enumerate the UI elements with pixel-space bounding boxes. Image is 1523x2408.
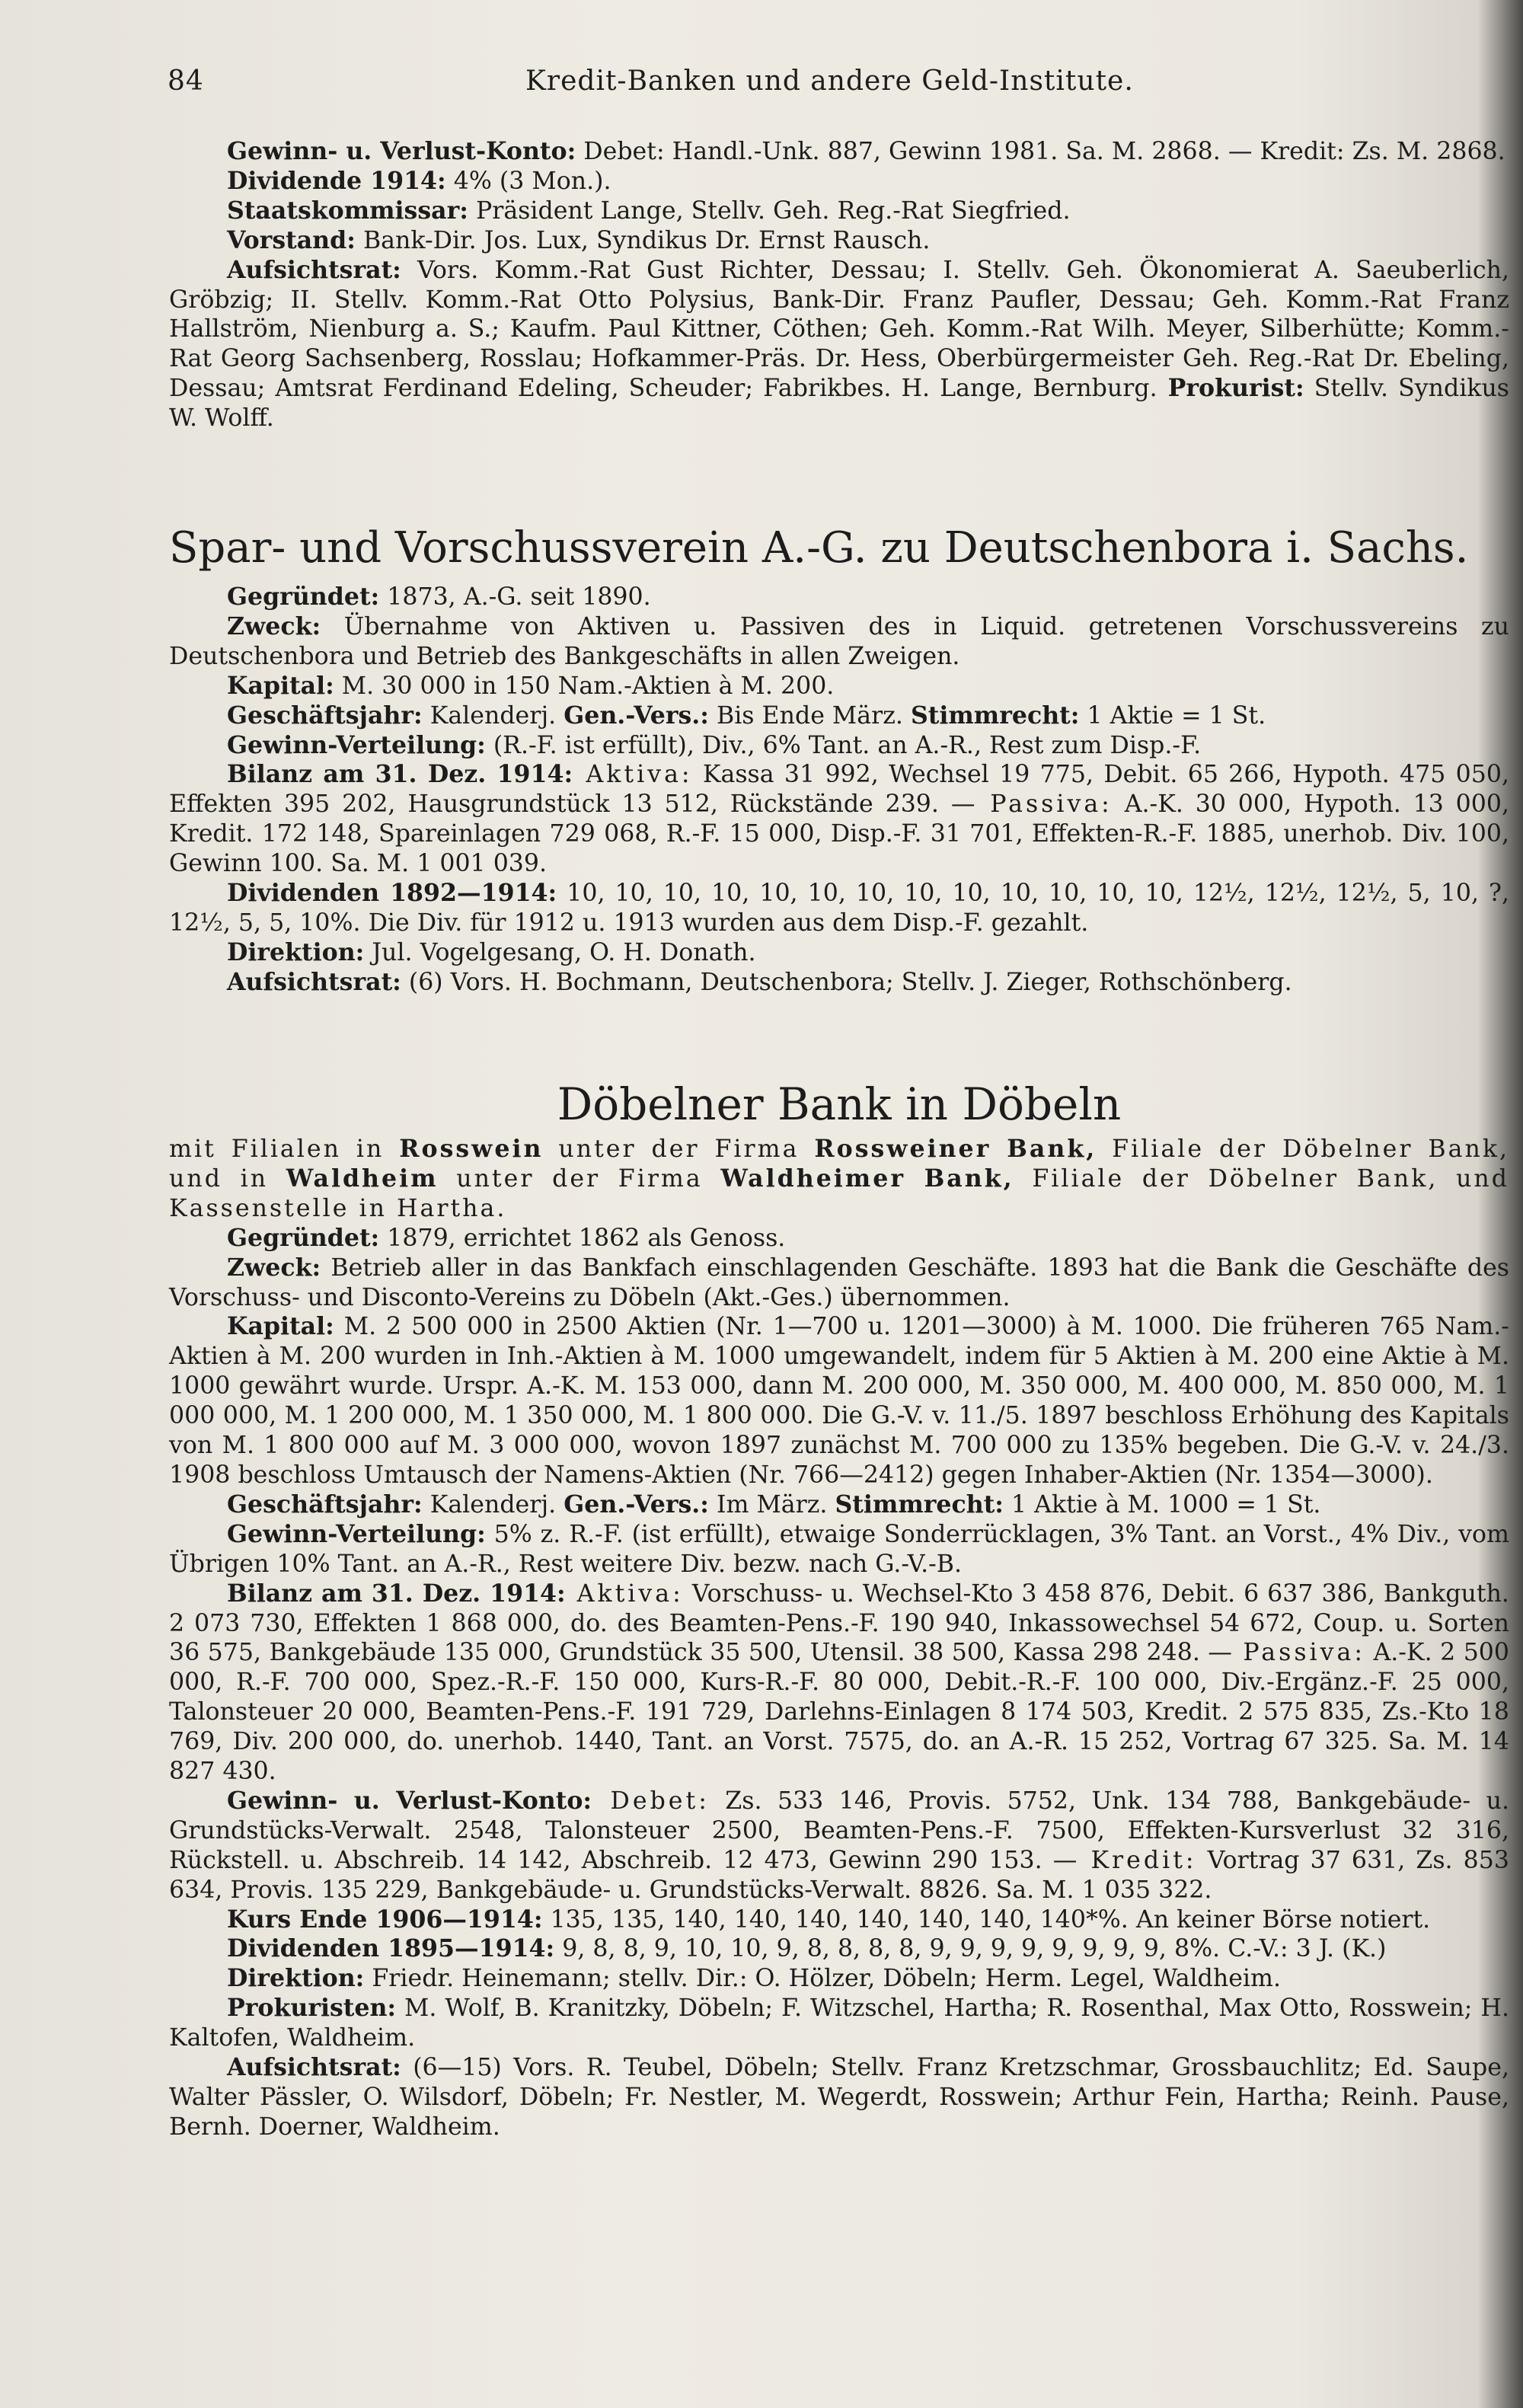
dividend: Dividende 1914: 4% (3 Mon.). — [227, 166, 611, 195]
previous-entry-continuation — [169, 137, 1509, 433]
capital: Kapital: M. 2 500 000 in 2500 Aktien (Nr. 1—700 u. 1201—3000) à M. 1000. Die früheren 765 Nam.-Aktien à M. 200 wurden in Inh.-Aktien à M. 1000 umgewandelt, indem für 5 Aktien à M. 200 eine Aktie à M. 1000 gewährt wurde. Urspr. A.-K. M. 153 000, dann M. 200 000, M. 350 000, M. 400 000, M. 850 000, M. 1 000 000, M. 1 200 000, M. 1 350 000, M. 1 800 000. Die G.-V. v. 11./5. 1897 beschloss Erhöhung des Kapitals von M. 1 800 000 auf M. 3 000 000, wovon 1897 zunächst M. 700 000 zu 135% begeben. Die G.-V. v. 24./3. 1908 beschloss Umtausch der Namens-Aktien (Nr. 766—2412) gegen Inhaber-Aktien (Nr. 1354—3000). — [169, 1312, 1509, 1489]
fiscal-year: Geschäftsjahr: Kalenderj. Gen.-Vers.: Bis Ende März. Stimmrecht: 1 Aktie = 1 St. — [227, 701, 1266, 730]
share-price-history: Kurs Ende 1906—1914: 135, 135, 140, 140, 140, 140, 140, 140, 140*%. An keiner Börse notiert. — [227, 1905, 1431, 1934]
capital: Kapital: M. 30 000 in 150 Nam.-Aktien à M. 200. — [227, 671, 835, 700]
management: Direktion: Jul. Vogelgesang, O. H. Donath. — [227, 937, 756, 966]
state-commissioner: Staatskommissar: Präsident Lange, Stellv. Geh. Reg.-Rat Siegfried. — [227, 196, 1071, 225]
entry-doebelner-bank — [169, 1135, 1509, 2142]
profit-distribution: Gewinn-Verteilung: 5% z. R.-F. (ist erfüllt), etwaige Sonderrücklagen, 3% Tant. an Vorst., 4% Div., vom Übrigen 10% Tant. an A.-R., Rest weitere Div. bezw. nach G.-V.-B. — [169, 1519, 1509, 1578]
purpose: Zweck: Übernahme von Aktiven u. Passiven des in Liquid. getretenen Vorschussvereins zu Deutschenbora und Betrieb des Bankgeschäfts in allen Zweigen. — [169, 612, 1509, 670]
management: Direktion: Friedr. Heinemann; stellv. Dir.: O. Hölzer, Döbeln; Herm. Legel, Waldheim. — [227, 1964, 1282, 1993]
running-title: Kredit-Banken und andere Geld-Institute. — [525, 65, 1134, 97]
dividends-history: Dividenden 1892—1914: 10, 10, 10, 10, 10, 10, 10, 10, 10, 10, 10, 10, 10, 12½, 12½, 12½, 5, 10, ?, 12½, 5, 5, 10%. Die Div. für 1912 u. 1913 wurden aus dem Disp.-F. gezahlt. — [169, 879, 1509, 937]
page-number: 84 — [168, 65, 204, 97]
branches-intro: mit Filialen in Rosswein unter der Firma Rossweiner Bank, Filiale der Döbelner Bank, und in Waldheim unter der Firma Waldheimer Bank, Filiale der Döbelner Bank, und Kassenstelle in Hartha. — [169, 1135, 1510, 1222]
supervisory-board: Aufsichtsrat: (6—15) Vors. R. Teubel, Döbeln; Stellv. Franz Kretzschmar, Grossbauchlitz; Ed. Saupe, Walter Pässler, O. Wilsdorf, Döbeln; Fr. Nestler, M. Wegerdt, Rosswein; Arthur Fein, Hartha; Reinh. Pause, Bernh. Doerner, Waldheim. — [169, 2053, 1509, 2141]
section-heading-deutschenbora: Spar- und Vorschussverein A.-G. zu Deutschenbora i. Sachs. — [169, 523, 1469, 573]
founded: Gegründet: 1873, A.-G. seit 1890. — [227, 583, 651, 611]
profit-loss-account: Gewinn- u. Verlust-Konto: Debet: Zs. 533 146, Provis. 5752, Unk. 134 788, Bankgebäude- u. Grundstücks-Verwalt. 2548, Talonsteuer 2500, Beamten-Pens.-F. 7500, Effekten-Kursverlust 32 316, Rückstell. u. Abschreib. 14 142, Abschreib. 12 473, Gewinn 290 153. — Kredit: Vortrag 37 631, Zs. 853 634, Provis. 135 229, Bankgebäude- u. Grundstücks-Verwalt. 8826. Sa. M. 1 035 322. — [169, 1786, 1509, 1904]
section-heading-doebelner-bank: Döbelner Bank in Döbeln — [557, 1078, 1122, 1130]
supervisory-board: Aufsichtsrat: Vors. Komm.-Rat Gust Richter, Dessau; I. Stellv. Geh. Ökonomierat A. Saeuberlich, Gröbzig; II. Stellv. Komm.-Rat Otto Polysius, Bank-Dir. Franz Paufler, Dessau; Geh. Komm.-Rat Franz Hallström, Nienburg a. S.; Kaufm. Paul Kittner, Cöthen; Geh. Komm.-Rat Wilh. Meyer, Silberhütte; Komm.-Rat Georg Sachsenberg, Rosslau; Hofkammer-Präs. Dr. Hess, Oberbürgermeister Geh. Reg.-Rat Dr. Ebeling, Dessau; Amtsrat Ferdinand Edeling, Scheuder; Fabrikbes. H. Lange, Bernburg. Prokurist: Stellv. Syndikus W. Wolff. — [169, 255, 1510, 433]
balance-sheet: Bilanz am 31. Dez. 1914: Aktiva: Kassa 31 992, Wechsel 19 775, Debit. 65 266, Hypoth. 475 050, Effekten 395 202, Hausgrundstück 13 512, Rückstände 239. — Passiva: A.-K. 30 000, Hypoth. 13 000, Kredit. 172 148, Spareinlagen 729 068, R.-F. 15 000, Disp.-F. 31 701, Effekten-R.-F. 1885, unerhob. Div. 100, Gewinn 100. Sa. M. 1 001 039. — [169, 760, 1510, 878]
purpose: Zweck: Betrieb aller in das Bankfach einschlagenden Geschäfte. 1893 hat die Bank die Geschäfte des Vorschuss- und Disconto-Vereins zu Döbeln (Akt.-Ges.) übernommen. — [169, 1253, 1509, 1311]
dividends-history: Dividenden 1895—1914: 9, 8, 8, 9, 10, 10, 9, 8, 8, 8, 8, 9, 9, 9, 9, 9, 9, 9, 9, 8%. C.-V.: 3 J. (K.) — [227, 1934, 1387, 1963]
entry-deutschenbora — [169, 583, 1509, 998]
fiscal-year: Geschäftsjahr: Kalenderj. Gen.-Vers.: Im März. Stimmrecht: 1 Aktie à M. 1000 = 1 St. — [227, 1490, 1321, 1519]
profit-loss-account: Gewinn- u. Verlust-Konto: Debet: Handl.-Unk. 887, Gewinn 1981. Sa. M. 2868. — Kredit: Zs. M. 2868. — [227, 137, 1505, 165]
authorized-officers: Prokuristen: M. Wolf, B. Kranitzky, Döbeln; F. Witzschel, Hartha; R. Rosenthal, Max Otto, Rosswein; H. Kaltofen, Waldheim. — [169, 1994, 1509, 2052]
balance-sheet: Bilanz am 31. Dez. 1914: Aktiva: Vorschuss- u. Wechsel-Kto 3 458 876, Debit. 6 637 386, Bankguth. 2 073 730, Effekten 1 868 000, do. des Beamten-Pens.-F. 190 940, Inkassowechsel 54 672, Coup. u. Sorten 36 575, Bankgebäude 135 000, Grundstück 35 500, Utensil. 38 500, Kassa 298 248. — Passiva: A.-K. 2 500 000, R.-F. 700 000, Spez.-R.-F. 150 000, Kurs-R.-F. 80 000, Debit.-R.-F. 100 000, Div.-Ergänz.-F. 25 000, Talonsteuer 20 000, Beamten-Pens.-F. 191 729, Darlehns-Einlagen 8 174 503, Kredit. 2 575 835, Zs.-Kto 18 769, Div. 200 000, do. unerhob. 1440, Tant. an Vorst. 7575, do. an A.-R. 15 252, Vortrag 67 325. Sa. M. 14 827 430. — [169, 1579, 1509, 1786]
profit-distribution: Gewinn-Verteilung: (R.-F. ist erfüllt), Div., 6% Tant. an A.-R., Rest zum Disp.-F. — [227, 730, 1202, 759]
founded: Gegründet: 1879, errichtet 1862 als Genoss. — [227, 1223, 786, 1252]
supervisory-board: Aufsichtsrat: (6) Vors. H. Bochmann, Deutschenbora; Stellv. J. Zieger, Rothschönberg. — [227, 967, 1292, 996]
board: Vorstand: Bank-Dir. Jos. Lux, Syndikus Dr. Ernst Rausch. — [227, 225, 931, 254]
